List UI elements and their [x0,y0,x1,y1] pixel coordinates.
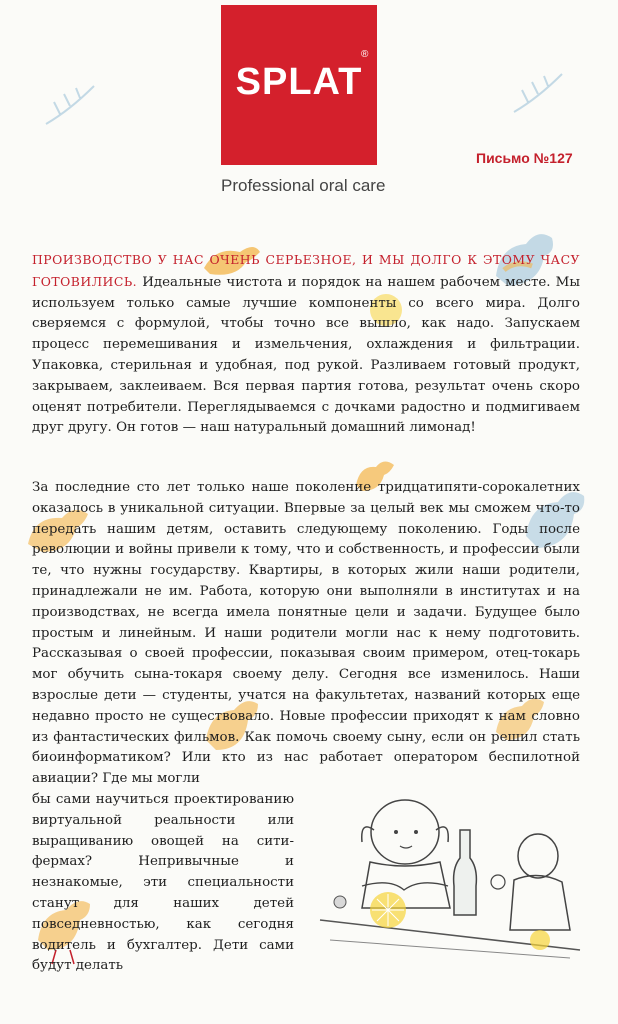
kids-illustration [300,790,590,960]
leaf-decoration-icon [40,80,100,130]
article-lead: ПРОИЗВОДСТВО У НАС ОЧЕНЬ СЕРЬЕЗНОЕ, И МЫ ДОЛГО К ЭТОМУ ЧАСУ ГОТОВИЛИСЬ. [32,252,580,289]
article-paragraph-1 [32,250,580,439]
article-paragraph-1-body: Идеальные чистота и порядок на нашем рабочем месте. Мы используем только самые лучшие компоненты со всего мира. Долго сверяемся с формулой, чтобы точно все вышло, как надо. Запускаем процесс перемешивания и измельчения, охлаждения и фильтрации. Упаковка, стерильная и удобная, под рукой. Разливаем готовый продукт, закрываем, заклеиваем. Вся первая партия готова, результат очень скоро оценят потребители. Переглядываемся с дочками радостно и подмигиваем друг другу. Он готов — наш натуральный домашний лимонад! [32,274,580,436]
article-paragraph-3: бы сами научиться проектированию виртуальной реальности или выращиванию овощей на сити-фермах? Непривычные и незнакомые, эти специальности станут для наших детей повседневностью, как сегодня водитель и бухгалтер. Дети сами будут делать [32,792,294,974]
letter-number: Письмо №127 [476,150,573,166]
registered-mark: ® [361,49,369,60]
article-paragraph-2: За последние сто лет только наше поколение тридцатипяти-сорокалетних оказалось в уникальной ситуации. Впервые за целый век мы сможем что-то передать нашим детям, оставить следующему поколению. Годы после революции и войны привели к тому, что и собственность, и профессии были те, что нужны государству. Квартиры, в которых жили наши родители, принадлежали не им. Работа, которую они выполняли в институтах и на производствах, не всегда имела понятные цели и задачи. Будущее было простым и линейным. И наши родители могли нас к нему подготовить. Рассказывая о своей профессии, показывая своим примером, отец-токарь мог обучить сына-токаря своему делу. Сегодня все изменилось. Наши взрослые дети — студенты, учатся на факультетах, названий которых еще недавно просто не существовало. Новые профессии приходят к нам словно из фантастических фильмов. Как помочь своему сыну, если он решил стать биоинформатиком? Или кто из нас работает оператором беспилотной авиации? Где мы могли [32,480,580,787]
leaf-decoration-icon [508,68,568,118]
brand-tagline: Professional oral care [221,176,386,195]
brand-logo [221,5,377,165]
brand-name: SPLAT [235,61,363,103]
